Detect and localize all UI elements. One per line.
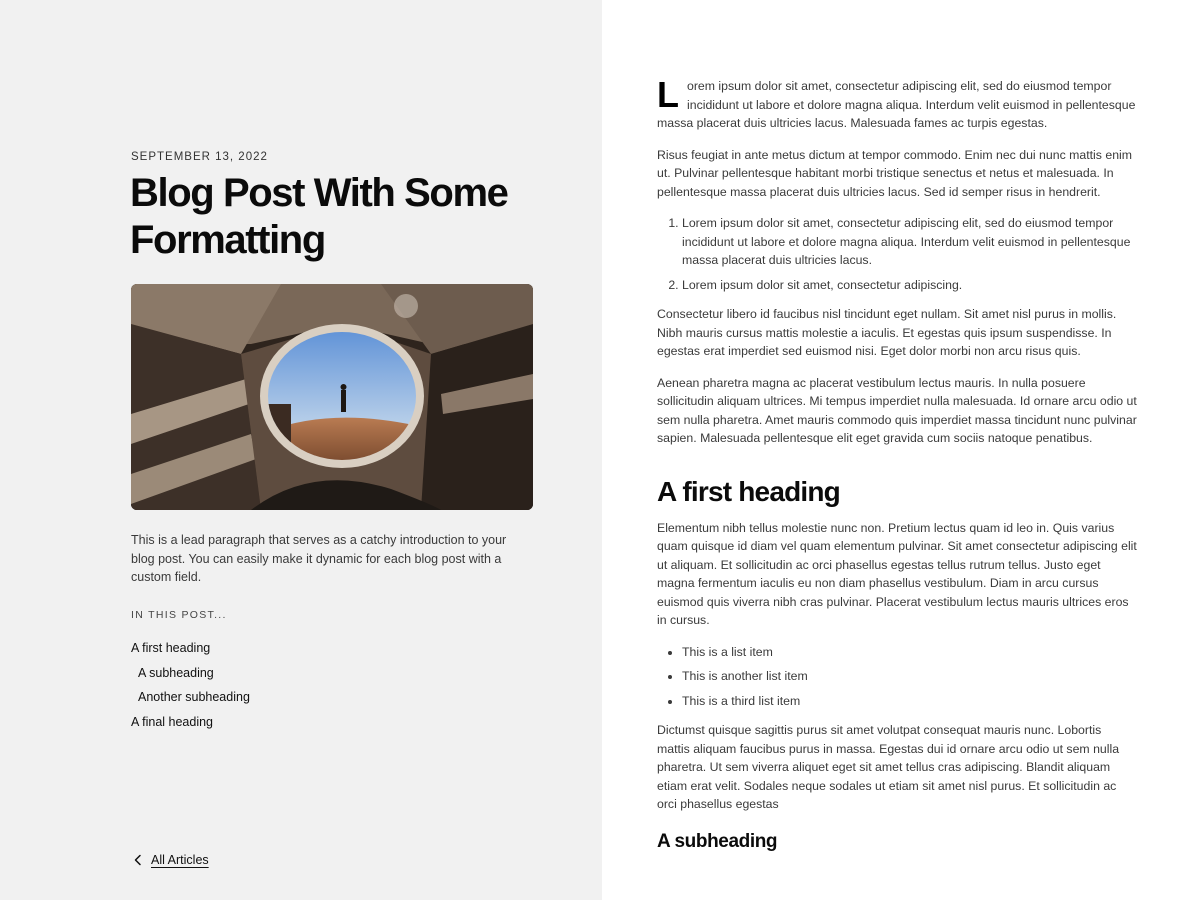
post-content bbox=[602, 0, 1200, 900]
ordered-list bbox=[657, 214, 1137, 294]
post-date: SEPTEMBER 13, 2022 bbox=[131, 151, 268, 163]
hero-image bbox=[131, 284, 533, 510]
toc-item-first-heading[interactable]: A first heading bbox=[131, 641, 211, 655]
tent-desert-photo bbox=[131, 284, 533, 510]
paragraph: Dictumst quisque sagittis purus sit amet volutpat consequat mauris nunc. Lobortis mattis aliquam faucibus purus in massa. Egestas dui id ornare arcu odio ut sem nulla pharetra. Ut sem viverra aliquet eget sit amet tellus cras adipiscing. Blandit aliquam etiam erat velit. Sodales neque sodales ut etiam sit amet nisl purus. Et sollicitudin ac orci phasellus egestas bbox=[657, 723, 1120, 811]
chevron-left-icon bbox=[133, 854, 143, 866]
intro-paragraph bbox=[657, 74, 1137, 133]
intro-text: orem ipsum dolor sit amet, consectetur adipiscing elit, sed do eiusmod tempor incididunt ut labore et dolore magna aliqua. Interdum velit euismod in pellentesque massa placerat duis ultricies lacus. Malesuada fames ac turpis egestas. bbox=[657, 79, 1136, 130]
paragraph: Consectetur libero id faucibus nisl tincidunt eget nullam. Sit amet nisl purus in mollis. Nibh mauris cursus mattis molestie a iaculis. Et egestas quis ipsum suspendisse. In egestas erat imperdiet sed euismod nisi. Eget dolor morbi non arcu risus quis. bbox=[657, 307, 1117, 358]
bullet-list-item: • This is another list item bbox=[682, 667, 1137, 686]
toc-item-final-heading[interactable]: A final heading bbox=[131, 715, 214, 730]
drop-cap: L bbox=[657, 74, 679, 115]
ordered-list-item: 2. Lorem ipsum dolor sit amet, consectetur adipiscing. bbox=[682, 276, 1137, 295]
bullet-list-item: • This is a third list item bbox=[682, 692, 1137, 711]
all-articles-label: All Articles bbox=[151, 853, 209, 867]
toc-item-subheading[interactable]: A subheading bbox=[138, 665, 214, 680]
heading-first: A first heading bbox=[657, 475, 840, 507]
paragraph: Aenean pharetra magna ac placerat vestibulum lectus mauris. In nulla posuere sollicitudin aliquam ultrices. Mi tempus imperdiet nulla malesuada. Id ornare arcu odio ut sem nulla pharetra. Amet mauris commodo quis imperdiet massa tincidunt nunc pulvinar sapien. Malesuada pellentesque elit eget gravida cum sociis natoque penatibus. bbox=[657, 375, 1137, 445]
subheading: A subheading bbox=[657, 830, 778, 852]
ordered-list-item: 1. Lorem ipsum dolor sit amet, consectetur adipiscing elit, sed do eiusmod tempor incididunt ut labore et dolore magna aliqua. Interdum velit euismod in pellentesque massa placerat duis ultricies lacus. bbox=[682, 214, 1137, 270]
paragraph: Risus feugiat in ante metus dictum at tempor commodo. Enim nec dui nunc mattis enim ut. Pulvinar pellentesque habitant morbi tristique senectus et netus et malesuada. In pellentesque massa placerat duis ultricies lacus. Sed id semper risus in hendrerit. bbox=[657, 147, 1133, 199]
paragraph: Elementum nibh tellus molestie nunc non. Pretium lectus quam id leo in. Quis varius quam quisque id diam vel quam elementum pulvinar. Sit amet consectetur adipiscing elit ut aliquam. Et sollicitudin ac orci phasellus egestas tellus rutrum tellus. Justo eget magna fermentum iaculis eu non diam phasellus vestibulum. Diam in arcu cursus euismod quis viverra nibh cras pulvinar. Placerat vestibulum lectus mauris ultrices eros in cursus. bbox=[657, 520, 1137, 627]
bullet-list bbox=[657, 643, 1137, 711]
post-title: Blog Post With Some Formatting bbox=[130, 171, 508, 262]
bullet-list-item: • This is a list item bbox=[682, 643, 1137, 662]
toc-item-another-subheading[interactable]: Another subheading bbox=[138, 690, 250, 705]
article-body bbox=[657, 74, 1137, 854]
lead-paragraph: This is a lead paragraph that serves as a catchy introduction to your blog post. You can easily make it dynamic for each blog post with a custom field. bbox=[131, 533, 507, 584]
toc-label: IN THIS POST... bbox=[131, 609, 227, 621]
all-articles-link[interactable] bbox=[133, 853, 209, 867]
table-of-contents bbox=[131, 636, 250, 735]
